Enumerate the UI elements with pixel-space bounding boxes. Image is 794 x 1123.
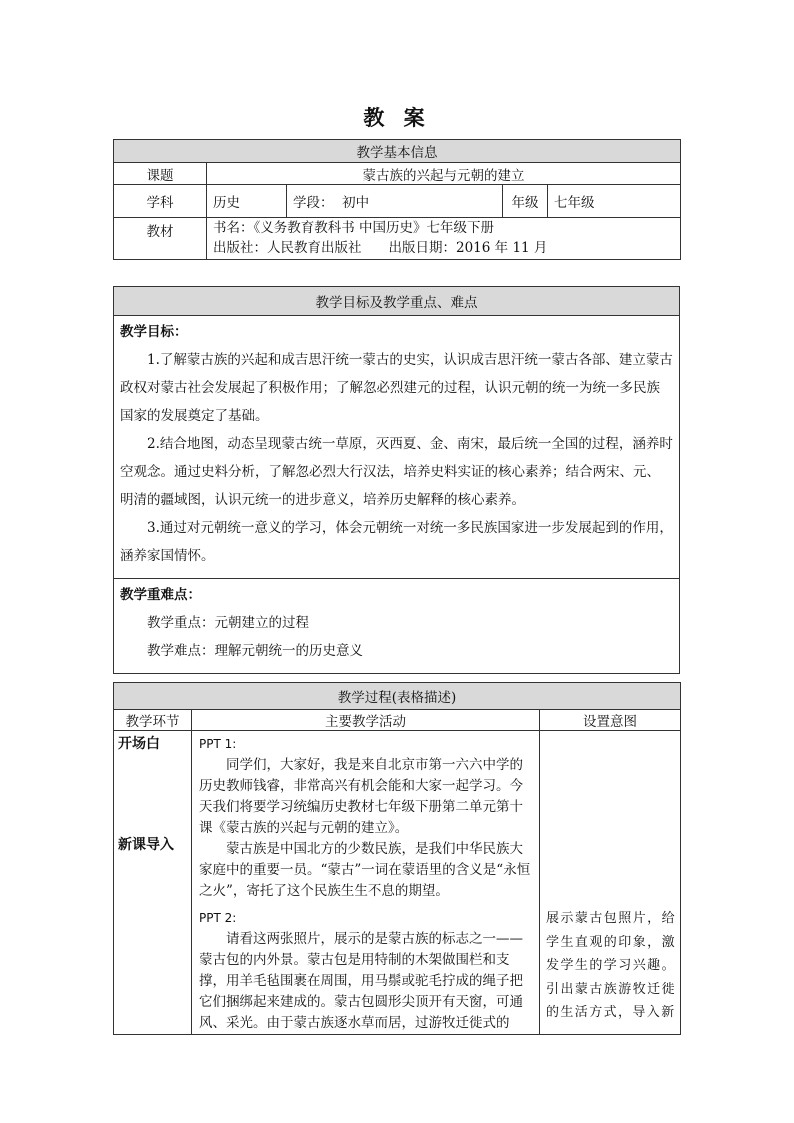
objective-3: 3.通过对元朝统一意义的学习，体会元朝统一对统一多民族国家进一步发展起到的作用，涵养家国情怀。 bbox=[120, 520, 673, 564]
topic-value: 蒙古族的兴起与元朝的建立 bbox=[207, 163, 681, 185]
ppt2-paragraph-1: 请看这两张照片，展示的是蒙古族的标志之一——蒙古包的内外景。蒙古包是用特制的木架做围栏和支撑，用羊毛毡围裹在周围，用马鬃或驼毛拧成的绳子把它们捆绑起来建成的。蒙古包圆形尖顶开有天窗，可通风、采光。由于蒙古族逐水草而居，过游牧迁徙式的 bbox=[199, 931, 523, 1031]
col-intent-header: 设置意图 bbox=[540, 710, 681, 731]
activity-column bbox=[192, 731, 540, 1035]
textbook-label: 教材 bbox=[114, 218, 207, 260]
goals-header: 教学目标及教学重点、难点 bbox=[114, 287, 680, 316]
grade-value: 七年级 bbox=[548, 185, 681, 218]
ppt1-paragraph-1: 同学们，大家好，我是来自北京市第一六六中学的历史教师钱睿，非常高兴有机会能和大家一起学习。今天我们将要学习统编历史教材七年级下册第二单元第十课《蒙古族的兴起与元朝的建立》。 bbox=[199, 757, 523, 836]
objectives-section bbox=[114, 316, 680, 579]
stage-column bbox=[114, 731, 192, 1035]
textbook-publisher: 出版社：人民教育出版社 出版日期：2016 年 11 月 bbox=[213, 240, 548, 256]
process-header: 教学过程(表格描述) bbox=[114, 683, 681, 710]
document-title: 教 案 bbox=[363, 105, 431, 130]
textbook-info bbox=[207, 218, 681, 260]
stage-opening: 开场白 bbox=[118, 736, 160, 752]
col-activity-header: 主要教学活动 bbox=[192, 710, 540, 731]
stage-label: 学段： bbox=[293, 195, 334, 211]
ppt1-label: PPT 1: bbox=[199, 737, 237, 751]
objective-1: 1.了解蒙古族的兴起和成吉思汗统一蒙古的史实，认识成吉思汗统一蒙古各部、建立蒙古政权对蒙古社会发展起了积极作用；了解忽必烈建元的过程，认识元朝的统一为统一多民族国家的发展奠定了基础。 bbox=[120, 352, 673, 424]
key-point: 教学重点：元朝建立的过程 bbox=[147, 615, 309, 631]
goals-table bbox=[113, 286, 680, 674]
ppt2-label: PPT 2: bbox=[199, 911, 237, 925]
stage-cell bbox=[287, 185, 503, 218]
intent-column: 展示蒙古包照片，给学生直观的印象，激发学生的学习兴趣。引出蒙古族游牧迁徙的生活方式，导入新 bbox=[540, 731, 681, 1035]
grade-label: 年级 bbox=[503, 185, 548, 218]
objectives-heading: 教学目标： bbox=[120, 324, 188, 340]
process-table bbox=[113, 682, 681, 1035]
stage-value: 初中 bbox=[342, 195, 370, 211]
key-points-section bbox=[114, 579, 680, 674]
subject-label: 学科 bbox=[114, 185, 207, 218]
topic-label: 课题 bbox=[114, 163, 207, 185]
textbook-name: 书名：《义务教育教科书 中国历史》七年级下册 bbox=[213, 220, 495, 236]
key-heading: 教学重难点： bbox=[120, 587, 201, 603]
basic-info-header: 教学基本信息 bbox=[114, 140, 681, 163]
col-stage-header: 教学环节 bbox=[114, 710, 192, 731]
ppt1-paragraph-2: 蒙古族是中国北方的少数民族，是我们中华民族大家庭中的重要一员。“蒙古”一词在蒙语里的含义是“永恒之火”，寄托了这个民族生生不息的期望。 bbox=[199, 841, 531, 899]
subject-value: 历史 bbox=[207, 185, 287, 218]
stage-intro: 新课导入 bbox=[118, 837, 174, 853]
objective-2: 2.结合地图，动态呈现蒙古统一草原，灭西夏、金、南宋，最后统一全国的过程，涵养时空观念。通过史料分析，了解忽必烈大行汉法，培养史料实证的核心素养；结合两宋、元、明清的疆域图，认识元统一的进步意义，培养历史解释的核心素养。 bbox=[120, 436, 673, 508]
basic-info-table bbox=[113, 139, 681, 260]
difficult-point: 教学难点：理解元朝统一的历史意义 bbox=[147, 643, 363, 659]
